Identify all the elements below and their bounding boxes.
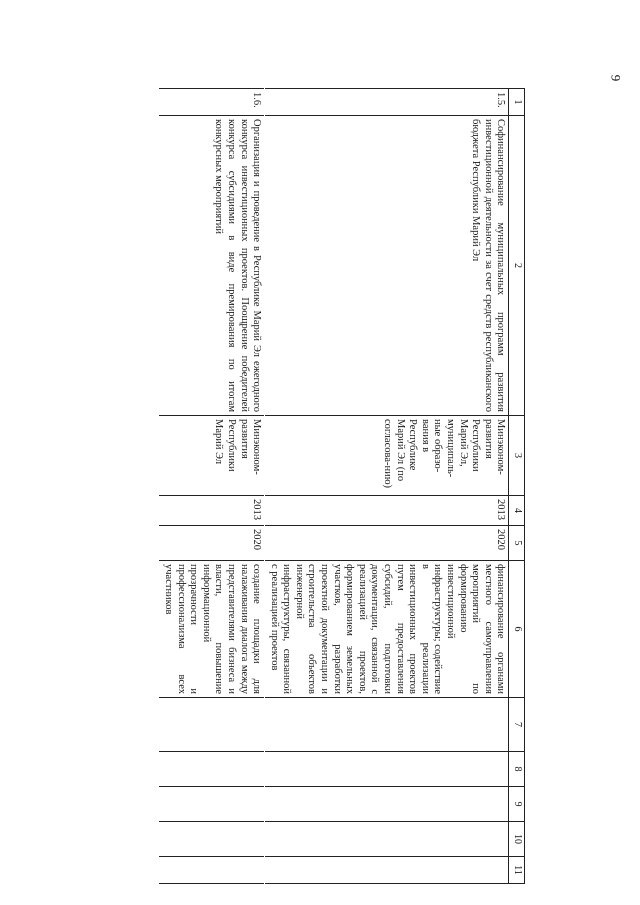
empty-cell-11 [159, 857, 264, 884]
page-number: 9 [607, 74, 623, 82]
empty-cell-10 [159, 822, 264, 857]
start-year: 2013 [265, 496, 509, 526]
row-number: 1.6. [159, 89, 264, 116]
header-col-8: 8 [509, 752, 525, 787]
empty-cell-9 [159, 787, 264, 822]
header-row [509, 89, 525, 884]
header-col-1: 1 [509, 89, 525, 116]
empty-cell-9 [265, 787, 509, 822]
empty-cell-7 [159, 698, 264, 752]
header-col-6: 6 [509, 561, 525, 698]
activity-title: Софинансирование муниципальных программ развития инвестиционной деятельности за счет средств республиканского бюджета Республики Марий Эл [265, 116, 509, 416]
header-col-4: 4 [509, 496, 525, 526]
executor: Минэконом-развития Республики Марий Эл, муниципаль-ные образо-вания в Республике Марий Эл (по согласова-нию) [265, 416, 509, 496]
program-activities-table [159, 88, 525, 884]
activity-title: Организация и проведение в Республике Марий Эл ежегодного конкурса инвестиционных проектов. Поощрение победителей конкурса субсидиями в виде премирования по итогам конкурсных мероприятий [159, 116, 264, 416]
empty-cell-8 [265, 752, 509, 787]
expected-result: финансирование органами местного самоуправления мероприятий по формированию инвестиционной инфраструктуры; содействие в реализации инвестиционных проектов путем предоставления субсидий, подготовки документации, связанной с реализацией проектов, формированием земельных участков, разработки проектной документации и строительства объектов инженерной инфраструктуры, связанной с реализацией проектов [265, 561, 509, 698]
header-col-9: 9 [509, 787, 525, 822]
header-col-5: 5 [509, 526, 525, 561]
empty-cell-11 [265, 857, 509, 884]
header-col-11: 11 [509, 857, 525, 884]
expected-result: создание площадки для налаживания диалога между представителями бизнеса и власти, повышение информационной прозрачности и профессионализма всех участников [159, 561, 264, 698]
table-row [265, 89, 509, 884]
end-year: 2020 [265, 526, 509, 561]
end-year: 2020 [159, 526, 264, 561]
header-col-3: 3 [509, 416, 525, 496]
table-row [159, 89, 264, 884]
row-number: 1.5. [265, 89, 509, 116]
header-col-7: 7 [509, 698, 525, 752]
header-col-10: 10 [509, 822, 525, 857]
empty-cell-10 [265, 822, 509, 857]
empty-cell-7 [265, 698, 509, 752]
header-col-2: 2 [509, 116, 525, 416]
empty-cell-8 [159, 752, 264, 787]
executor: Минэконом-развития Республики Марий Эл [159, 416, 264, 496]
start-year: 2013 [159, 496, 264, 526]
